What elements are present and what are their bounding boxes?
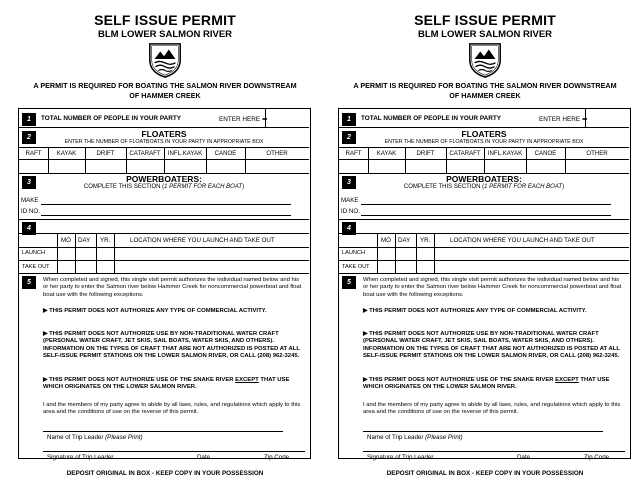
snake-river-pre: ▶ THIS PERMIT DOES NOT AUTHORIZE USE OF THE SNAKE RIVER	[43, 377, 236, 383]
divider	[126, 147, 127, 173]
snake-river-except: EXCEPT	[555, 377, 579, 383]
section-2-number: 2	[342, 131, 356, 144]
party-size-label: TOTAL NUMBER OF PEOPLE IN YOUR PARTY	[361, 115, 502, 122]
agreement-text: I and the members of my party agree to abide by all laws, rules, and regulations which apply to this area and the conditions of use on the reverse of this permit.	[363, 402, 621, 416]
col-location: LOCATION WHERE YOU LAUNCH AND TAKE OUT	[450, 237, 595, 244]
divider	[416, 233, 417, 273]
date-label: Date	[197, 454, 211, 461]
floater-col-canoe: CANOE	[534, 150, 557, 157]
zip-label: Zip Code	[264, 454, 290, 461]
divider	[339, 247, 629, 248]
floater-col-kayak: KAYAK	[376, 150, 397, 157]
divider	[96, 233, 97, 273]
trip-leader-name-field[interactable]	[43, 431, 283, 432]
divider	[206, 147, 207, 173]
section-4-number: 4	[342, 222, 356, 235]
divider	[164, 147, 165, 173]
floater-col-drift: DRIFT	[96, 150, 115, 157]
col-mo: MO	[381, 237, 391, 244]
divider	[19, 219, 309, 220]
divider	[75, 233, 76, 273]
divider	[339, 127, 629, 128]
floater-col-other: OTHER	[266, 150, 288, 157]
trip-leader-name-field[interactable]	[363, 431, 603, 432]
divider	[377, 233, 378, 273]
exception-snake-river	[43, 377, 305, 392]
divider	[368, 147, 369, 173]
powerboaters-instruction	[19, 184, 309, 190]
col-day: DAY	[78, 237, 91, 244]
floater-count-input[interactable]	[526, 160, 565, 173]
floater-col-other: OTHER	[586, 150, 608, 157]
col-location: LOCATION WHERE YOU LAUNCH AND TAKE OUT	[130, 237, 275, 244]
divider	[19, 127, 309, 128]
make-field[interactable]	[361, 204, 611, 205]
agreement-text: I and the members of my party agree to abide by all laws, rules, and regulations which apply to this area and the conditions of use on the reverse of this permit.	[43, 402, 301, 416]
trip-leader-name-label	[47, 434, 143, 441]
divider	[339, 233, 629, 234]
signature-field[interactable]	[43, 451, 305, 452]
floater-count-input[interactable]	[484, 160, 526, 173]
snake-river-except: EXCEPT	[235, 377, 259, 383]
floater-count-input[interactable]	[206, 160, 245, 173]
signature-field[interactable]	[363, 451, 625, 452]
divider	[339, 219, 629, 220]
floater-count-input[interactable]	[126, 160, 164, 173]
floater-col-inflkayak: INFL.KAYAK	[167, 150, 203, 157]
permit-intro: When completed and signed, this single visit permit authorizes the individual named below and his or her party to enter the Salmon river below Hammer Creek for noncommercial powerboat and float boat use with the following exceptions.	[363, 277, 622, 298]
signature-label: Signature of Trip Leader	[47, 454, 114, 461]
exception-commercial: ▶ THIS PERMIT DOES NOT AUTHORIZE ANY TYPE OF COMMERCIAL ACTIVITY.	[363, 308, 587, 314]
make-label: MAKE	[21, 197, 39, 204]
section-3-number: 3	[342, 176, 356, 189]
notice-line-2: OF HAMMER CREEK	[449, 90, 521, 100]
permit-notice	[15, 81, 315, 100]
party-size-input[interactable]	[586, 109, 629, 127]
permit-footer: DEPOSIT ORIGINAL IN BOX - KEEP COPY IN YOUR POSSESSION	[386, 470, 584, 477]
divider	[339, 273, 629, 274]
instruction-suffix: )	[242, 184, 245, 190]
instruction-prefix: COMPLETE THIS SECTION (	[83, 184, 165, 190]
make-label: MAKE	[341, 197, 359, 204]
divider	[395, 233, 396, 273]
permit-footer: DEPOSIT ORIGINAL IN BOX - KEEP COPY IN YOUR POSSESSION	[66, 470, 264, 477]
divider	[339, 159, 629, 160]
id-label: ID NO.	[341, 208, 360, 215]
row-take-out: TAKE OUT	[22, 264, 50, 270]
divider	[48, 147, 49, 173]
floater-count-input[interactable]	[405, 160, 446, 173]
exception-watercraft: ▶ THIS PERMIT DOES NOT AUTHORIZE USE BY NON-TRADITIONAL WATER CRAFT (PERSONAL WATER CRAFT, JET SKIS, SAIL BOATS, WATER SKIS, AND OTHERS). INFORMATION ON THE TYPES OF CRAFT THAT ARE NOT AUTHORIZED IS POSTED AT ALL SELF-ISSUE PERMIT STATIONS ON THE LOWER SALMON RIVER, OR CALL (208) 962-3245.	[363, 331, 620, 359]
snake-river-post: THAT USE WHICH ORIGINATES ON THE LOWER SALMON RIVER.	[43, 377, 290, 391]
floater-col-raft: RAFT	[345, 150, 362, 157]
date-label: Date	[517, 454, 531, 461]
permit-intro: When completed and signed, this single visit permit authorizes the individual named below and his or her party to enter the Salmon river below Hammer Creek for noncommercial powerboat and float boat use with the following exceptions.	[43, 277, 302, 298]
row-take-out: TAKE OUT	[342, 264, 370, 270]
floaters-instruction: ENTER THE NUMBER OF FLOATBOATS IN YOUR PARTY IN APPROPRIATE BOX	[64, 139, 264, 145]
notice-line-1: A PERMIT IS REQUIRED FOR BOATING THE SALMON RIVER DOWNSTREAM	[353, 81, 617, 90]
divider	[484, 147, 485, 173]
divider	[405, 147, 406, 173]
divider	[114, 233, 115, 273]
signature-label: Signature of Trip Leader	[367, 454, 434, 461]
floater-count-input[interactable]	[164, 160, 206, 173]
section-5-number: 5	[22, 276, 36, 289]
floater-col-drift: DRIFT	[416, 150, 435, 157]
divider	[339, 260, 629, 261]
exception-watercraft: ▶ THIS PERMIT DOES NOT AUTHORIZE USE BY NON-TRADITIONAL WATER CRAFT (PERSONAL WATER CRAFT, JET SKIS, SAIL BOATS, WATER SKIS, AND OTHERS). INFORMATION ON THE TYPES OF CRAFT THAT ARE NOT AUTHORIZED IS POSTED AT ALL SELF-ISSUE PERMIT STATIONS ON THE LOWER SALMON RIVER, OR CALL (208) 962-3245.	[43, 331, 300, 359]
floaters-instruction: ENTER THE NUMBER OF FLOATBOATS IN YOUR PARTY IN APPROPRIATE BOX	[384, 139, 584, 145]
id-field[interactable]	[361, 215, 611, 216]
permit-subtitle: BLM LOWER SALMON RIVER	[417, 29, 553, 40]
floaters-heading: FLOATERS	[461, 129, 507, 139]
party-size-input[interactable]	[266, 109, 309, 127]
divider	[526, 147, 527, 173]
permit-title: SELF ISSUE PERMIT	[94, 12, 236, 28]
instruction-italic: 1 PERMIT FOR EACH BOAT	[164, 184, 243, 190]
floater-count-input[interactable]	[85, 160, 126, 173]
party-size-label: TOTAL NUMBER OF PEOPLE IN YOUR PARTY	[41, 115, 182, 122]
floater-count-input[interactable]	[446, 160, 484, 173]
blm-logo-icon	[466, 41, 504, 79]
floater-col-cataraft: CATARAFT	[449, 150, 481, 157]
powerboaters-instruction	[339, 184, 629, 190]
make-field[interactable]	[41, 204, 291, 205]
leader-italic: (Please Print)	[425, 434, 463, 441]
blm-logo-icon	[146, 41, 184, 79]
floater-col-kayak: KAYAK	[56, 150, 77, 157]
divider	[19, 273, 309, 274]
divider	[19, 247, 309, 248]
divider	[446, 147, 447, 173]
floater-count-input[interactable]	[565, 160, 629, 173]
leader-italic: (Please Print)	[105, 434, 143, 441]
divider	[434, 233, 435, 273]
floaters-heading: FLOATERS	[141, 129, 187, 139]
col-day: DAY	[398, 237, 411, 244]
floater-col-inflkayak: INFL.KAYAK	[487, 150, 523, 157]
divider	[19, 159, 309, 160]
zip-label: Zip Code	[584, 454, 610, 461]
instruction-italic: 1 PERMIT FOR EACH BOAT	[484, 184, 563, 190]
permit-right	[335, 0, 635, 495]
floater-col-cataraft: CATARAFT	[129, 150, 161, 157]
permit-form	[338, 108, 631, 459]
section-3-number: 3	[22, 176, 36, 189]
floater-count-input[interactable]	[19, 160, 48, 173]
row-launch: LAUNCH	[342, 250, 366, 256]
exception-commercial: ▶ THIS PERMIT DOES NOT AUTHORIZE ANY TYPE OF COMMERCIAL ACTIVITY.	[43, 308, 267, 314]
floater-count-input[interactable]	[245, 160, 309, 173]
permit-notice	[335, 81, 635, 100]
divider	[19, 233, 309, 234]
instruction-suffix: )	[562, 184, 565, 190]
floater-count-input[interactable]	[368, 160, 405, 173]
id-label: ID NO.	[21, 208, 40, 215]
permit-subtitle: BLM LOWER SALMON RIVER	[97, 29, 233, 40]
divider	[57, 233, 58, 273]
exception-snake-river	[363, 377, 625, 392]
floater-col-canoe: CANOE	[214, 150, 237, 157]
floater-count-input[interactable]	[339, 160, 368, 173]
leader-label: Name of Trip Leader	[367, 434, 426, 441]
id-field[interactable]	[41, 215, 291, 216]
permit-left	[15, 0, 315, 495]
notice-line-2: OF HAMMER CREEK	[129, 90, 201, 100]
divider	[19, 260, 309, 261]
section-4-number: 4	[22, 222, 36, 235]
col-mo: MO	[61, 237, 71, 244]
floater-col-raft: RAFT	[25, 150, 42, 157]
divider	[85, 147, 86, 173]
col-yr: YR.	[420, 237, 431, 244]
col-yr: YR.	[100, 237, 111, 244]
permit-form	[18, 108, 311, 459]
divider	[245, 147, 246, 173]
instruction-prefix: COMPLETE THIS SECTION (	[403, 184, 485, 190]
section-5-number: 5	[342, 276, 356, 289]
snake-river-pre: ▶ THIS PERMIT DOES NOT AUTHORIZE USE OF THE SNAKE RIVER	[363, 377, 556, 383]
section-2-number: 2	[22, 131, 36, 144]
trip-leader-name-label	[367, 434, 463, 441]
leader-label: Name of Trip Leader	[47, 434, 106, 441]
permit-title: SELF ISSUE PERMIT	[414, 12, 556, 28]
snake-river-post: THAT USE WHICH ORIGINATES ON THE LOWER SALMON RIVER.	[363, 377, 610, 391]
section-1-number: 1	[342, 113, 356, 126]
powerboaters-heading: POWERBOATERS:	[126, 174, 202, 184]
powerboaters-heading: POWERBOATERS:	[446, 174, 522, 184]
enter-here-label: ENTER HERE ➡	[539, 116, 588, 123]
row-launch: LAUNCH	[22, 250, 46, 256]
notice-line-1: A PERMIT IS REQUIRED FOR BOATING THE SALMON RIVER DOWNSTREAM	[33, 81, 297, 90]
floater-count-input[interactable]	[48, 160, 85, 173]
divider	[565, 147, 566, 173]
section-1-number: 1	[22, 113, 36, 126]
enter-here-label: ENTER HERE ➡	[219, 116, 268, 123]
